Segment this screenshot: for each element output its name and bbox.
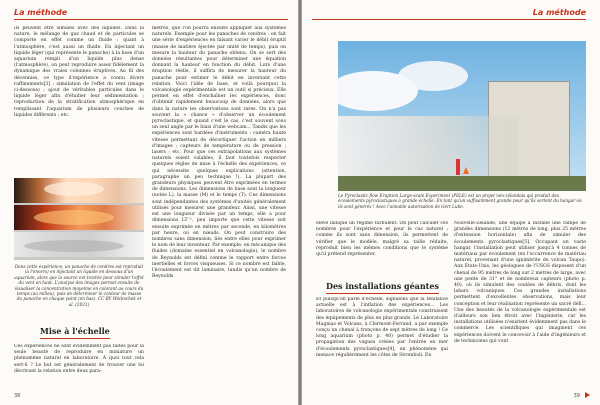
pele-photo-caption: Le Pyroclastic flow Eruption Large-scale Experiment (PELE) est un projet néo-zélandais qui produit des écoulements pyroclastiques à grande échelle. En tant qu'un suffisamment grande pour qu'ils sortent du hangar où ils sont générés ! Avec l'aimable autorisation de Gert Lube.	[338, 193, 582, 209]
right-col1-end-paragraph: Et puisqu'on parle d'échelle, signalons que la tendance actuelle est à l'inflation des expériences... Les laboratoires de volcanologie expérimentale construisent des équipements de plus en plus grands. Le Laboratoire Magmas et Volcans, à Clermont-Ferrand, a par exemple conçu un chenal à tronçons de sept mètres de long ! Ce long aquarium (photo p. 40) permet d'étudier la propagation des vagues créées par l'entrée en mer d'écoulements pyroclastiques[4], un phénomène qui menace régulièrement les côtes de Stromboli. En	[316, 297, 448, 358]
left-column-2	[152, 26, 286, 396]
left-col1-paragraph: ils peuvent être simulés avec des liquides. Dans la nature, le mélange de gaz chaud et de particules se comporte en effet comme un fluide : quant à l'atmosphère, c'est aussi un fluide. En injectant un liquide léger (qui représente le panache) à la base d'un aquarium rempli d'un liquide plus dense (l'atmosphère), on peut reproduire assez fidèlement la dynamique des vraies colonnes éruptives. Au fil des décennies, ce type d'expérience a connu divers raffinements[3] : simulation de l'effet du vent (image ci-dessous) ; ajout de véritables particules dans le liquide léger afin d'étudier leur sédimentation ; reproduction de la stratification atmosphérique en remplissant l'aquarium de plusieurs couches de liquides différents ; etc.	[14, 26, 144, 118]
left-column-1-bottom	[14, 344, 144, 396]
plume-contour-shape	[24, 240, 124, 252]
section-title-scaling-text: Mise à l'échelle	[40, 326, 110, 336]
right-column-1-top	[316, 221, 448, 271]
plume-concentration-panel	[14, 205, 144, 230]
right-page-number: 39	[573, 393, 580, 399]
left-page-number: 38	[14, 393, 21, 399]
plume-heat-shape	[34, 210, 114, 225]
right-column-1-bottom	[316, 297, 448, 396]
right-page	[302, 0, 600, 405]
section-title-underline	[40, 338, 110, 340]
left-col1-end-paragraph: Ces expériences ne sont évidemment pas faites pour la seule beauté de reproduire en miniature un phénomène naturel en laboratoire. À quoi tout cela sert-il ? Le but est généralement de trouver une loi décrivant la relation entre deux para-	[14, 344, 144, 374]
section-title-underline	[326, 293, 439, 295]
pele-experiment-photo	[338, 41, 586, 191]
left-column-1-top	[14, 26, 144, 174]
left-col2-paragraph: mètres, que l'on pourra ensuite appliquer aux systèmes naturels. Exemple pour les panaches de cendres : on fait une série d'expériences en faisant varier le débit éruptif (masse de matière éjectée par unité de temps), puis on mesure la hauteur du panache obtenu. On se sert des données résultantes pour déterminer une équation donnant la hauteur en fonction du débit. Lors d'une éruption réelle, il suffira de mesurer la hauteur du panache pour estimer le débit en inversant cette relation. Voici l'idée de base, et voilà pourquoi la volcanologie expérimentale est un outil si précieux. Elle permet en effet d'enchaîner les expériences, donc d'obtenir rapidement beaucoup de données, alors que dans la nature les observations sont rares. On n'a pas souvent la « chance » d'observer un écoulement pyroclastique, et quand c'est le cas, c'est souvent sous un seul angle par le biais d'une webcam... Tandis que les expériences sont bardées d'instruments : caméra haute vitesse permettant de décortiquer l'action en milliers d'images ; capteurs de température ou de pression ; lasers ; etc. Pour que ces extrapolations aux systèmes naturels soient valables, il faut toutefois respecter quelques règles de mise à l'échelle des expériences, ce qui nécessite quelques explications (attention, paragraphe un peu technique !). La plupart des grandeurs physiques peuvent être exprimées en termes de dimensions. Les dimensions de base sont la longueur (notée L), la masse (M) et le temps (T). Ces dimensions sont indépendantes des systèmes d'unités généralement utilisés pour mesurer une grandeur. Ainsi, une vitesse est une longueur divisée par un temps, elle a pour dimensions LT⁻¹, peu importe que cette vitesse soit ensuite exprimée en mètres par seconde, en kilomètres par heure, ou en nœuds. On peut construire des nombres sans dimension, liés entre elles pour exprimer le nom de leur inventeur. Par exemple, en mécanique des fluides (domaine essentiel en volcanologie), le nombre de Reynolds est défini comme le rapport entre forces inertielles et forces visqueuses. Si ce nombre est faible, l'écoulement est dit laminaire, tandis qu'un nombre de Reynolds	[152, 26, 286, 280]
section-title-installations-text: Des installations géantes	[326, 281, 439, 291]
right-col1-paragraph: élevé indique un régime turbulent. On peut calculer ces nombres pour l'expérience et pour le cas naturel ; comme ils sont sans dimension, ils permettent de vérifier que le modèle, malgré sa taille réduite, reproduit bien les mêmes conditions que le système qu'il prétend représenter.	[316, 221, 448, 258]
photo-person	[456, 159, 460, 175]
section-title-scaling	[40, 326, 110, 336]
continue-arrow-icon	[585, 392, 590, 398]
photo-cone	[463, 167, 469, 174]
plume-figure-caption: Dans cette expérience, un panache de cendres est reproduit (à l'envers) en injectant un liquide en dessous d'un aquarium, alors que la source est tractée pour simuler l'effet du vent en haut. L'analyse des images permet ensuite de visualiser la concentration moyenne en colorant au cours du temps (au milieu), puis de déterminer le contour de masse du panache en chaque point (en bas). CC BY Woitischek et al. (2021)	[14, 264, 144, 307]
plume-shape	[44, 182, 104, 196]
right-header-rule	[312, 19, 586, 20]
photo-ground	[338, 176, 586, 191]
plume-contour-panel	[14, 232, 144, 257]
section-title-installations	[326, 281, 439, 291]
left-header-rule	[14, 19, 288, 20]
plume-photo-panel	[14, 178, 144, 203]
right-col2-paragraph: Nouvelle-Zélande, une équipe a installé une rampe de grandes dimensions (12 mètres de long, plus 25 mètres d'extension horizontale) afin de simuler des écoulements pyroclastiques[5]. Occupant un vaste hangar, l'installation peut utiliser jusqu'à 4 tonnes de matériaux par écoulement (en l'occurrence de matériau naturel, provenant d'une ignimbrite du volcan Taupo). Aux États-Unis, les géologues de l'USGS disposent d'un chenal de 95 mètres de long sur 2 mètres de large, avec une pente de 31° et de nombreux capteurs (photo p. 40), où ils simulent des coulées de débris, dont les lahars volcaniques. Ces grandes installations permettent d'excellentes observations, mais leur conception et leur réalisation représente un sacré défi... Une des beautés de la volcanologie expérimentale est d'ailleurs son lien étroit avec l'ingénierie, car les installations utilisées n'existent évidemment pas dans le commerce. Les scientifiques qui imaginent ces expériences doivent le concevoir à l'aide d'ingénieurs et de techniciens qui vont	[454, 221, 586, 344]
left-page	[0, 0, 298, 405]
right-running-header: La méthode	[532, 8, 586, 17]
right-column-2	[454, 221, 586, 396]
left-running-header: La méthode	[14, 8, 68, 17]
photo-cloud	[398, 61, 468, 91]
plume-experiment-figure	[14, 178, 144, 260]
